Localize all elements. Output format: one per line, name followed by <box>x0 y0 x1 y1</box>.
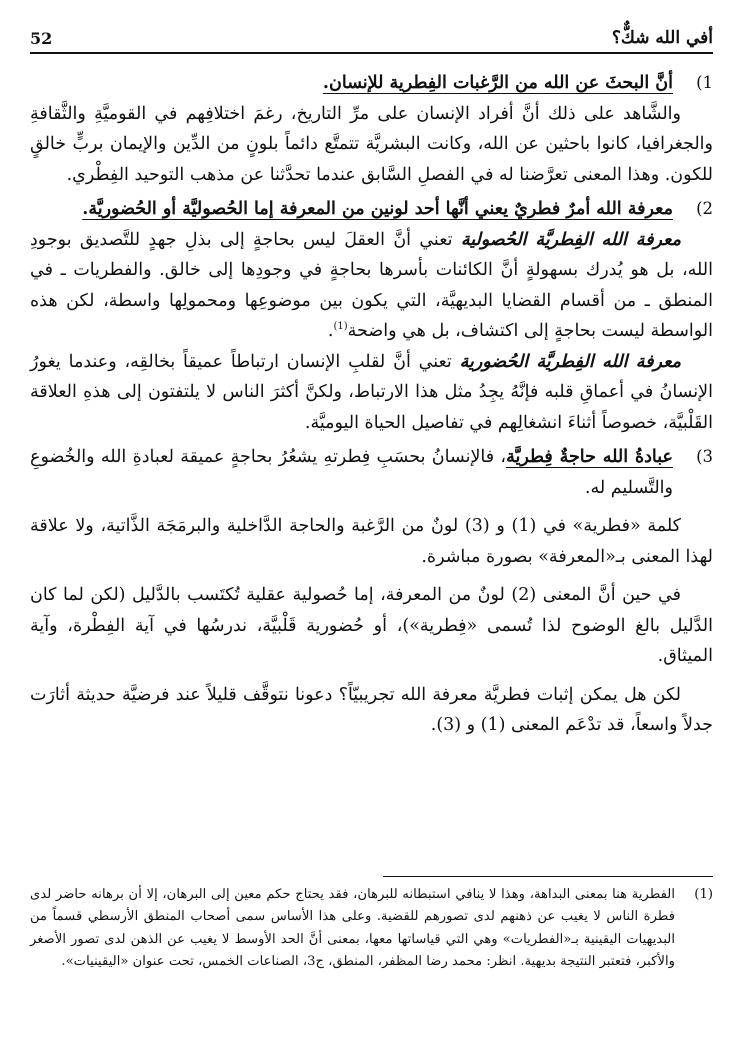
emphasis-term: معرفة الله الفِطريَّة الحُضورية <box>459 351 682 372</box>
emphasis-term: معرفة الله الفِطريَّة الحُصولية <box>460 229 681 250</box>
paragraph: لكن هل يمكن إثبات فطريَّة معرفة الله تجريبيّاً؟ دعونا نتوقَّف قليلاً عند فرضيَّة حديثة أثارَت جدلاً واسعاً، قد تدْعَم المعنى (1) و (3). <box>30 684 713 735</box>
point-number: 2) <box>696 199 713 218</box>
point-2 <box>30 194 713 225</box>
point-text: ، فالإنسانُ بحسَبِ فِطرتهِ يشعُرُ بحاجةٍ عميقة لعبادةِ الله والخُضوعِ والتَّسليم له. <box>30 447 673 498</box>
footnote-ref[interactable]: (1) <box>333 321 348 333</box>
point-1 <box>30 68 713 99</box>
paragraph: في حين أنَّ المعنى (2) لونٌ من المعرفة، إما حُصولية عقلية تُكتَسب بالدَّليل (لكن لما كان الدَّليل بالغ الوضوح لذا تُسمى «فِطرية»)، أو حُضورية قَلْبيَّة، ندرسُها في آية الفِطْرة، وآية الميثاق. <box>30 585 713 666</box>
paragraph: والشَّاهد على ذلك أنَّ أفراد الإنسان على مرِّ التاريخ، رغمَ اختلافِهم في القوميَّةِ والثَّقافةِ والجغرافيا، كانوا باحثين عن الله، وكانت البشريَّة تتمتَّع دائماً بلونٍ من الدِّين والإيمان بربٍّ خالقٍ للكون. وهذا المعنى تعرَّضنا له في الفصلِ السَّابق عندما تحدَّثنا عن مذهب التوحيد الفِطْري. <box>30 103 713 185</box>
paragraph-text: تعني أنَّ لقلبِ الإنسان ارتباطاً عميقاً بخالقِه، وعندما يغورُ الإنسانُ في أعماقِ قلبه فإنَّهُ يجِدُ مثل هذا الارتباط، ولكنَّ أكثرَ الناس لا يلتفتون إلى هذهِ العلاقة القَلْبيَّة، خصوصاً أثناءَ انشغالِهم في تفاصيل الحياة اليوميَّة. <box>30 351 713 433</box>
page-header <box>30 24 713 54</box>
point-heading: معرفة الله أمرٌ فطريٌ يعني أنَّها أحد لونين من المعرفة إما الحُصوليَّة أو الحُضوريَّة. <box>82 199 673 219</box>
paragraph-end: . <box>327 321 334 341</box>
paragraph-text: تعني أنَّ العقلَ ليس بحاجةٍ إلى بذلِ جهدٍ للتَّصديق بوجودِ الله، بل هو يُدرك بسهولةٍ أنَّ الكائنات بأسرها بحاجةٍ في وجودِها إلى خالق. والفطريات ـ في المنطق ـ من أقسام القضايا البديهيَّة، التي يكون بين موضوعِها ومحمولِها واسطة، لكن هذه الواسطة ليست بحاجةٍ إلى اكتشاف، بل هي واضحة <box>30 229 713 341</box>
point-number: 1) <box>696 73 713 92</box>
point-number: 3) <box>696 447 713 466</box>
footnote-text: الفطرية هنا بمعنى البداهة، وهذا لا ينافي استبطانه للبرهان، فقد يحتاج حكم معين إلى البرهان، إلا أن برهانه حاضر لدى فطرة الناس لا يغيب عن ذهنهم لدى تصورهم للقضية. وعلى هذا الأساس سمى أصحاب المنطق الأرسطي قسماً من البديهيات اليقينية بـ«الفطريات» وهي التي قياساتها معها، بمعنى أنَّ الحد الأوسط لا يغيب عن الذهن لدى تصور الأصغر والأكبر، فتعتبر النتيجة بديهية. انظر: محمد رضا المظفر، المنطق، ج3، الصناعات الخمس، تحت عنوان «اليقينيات». <box>30 887 675 969</box>
footnote-separator <box>383 876 713 877</box>
point-heading: أنَّ البحثَ عن الله من الرَّغبات الفِطرية للإنسان. <box>322 73 673 93</box>
footnote-number: (1) <box>694 887 713 902</box>
footnote <box>30 884 713 973</box>
point-3 <box>30 442 713 503</box>
paragraph <box>30 347 713 439</box>
page-body <box>30 64 713 741</box>
paragraph <box>30 225 713 347</box>
page-number: 52 <box>30 29 53 48</box>
running-title: أفي الله شكٌّ؟ <box>611 28 713 48</box>
paragraph: كلمة «فطرية» في (1) و (3) لونٌ من الرَّغبة والحاجة الدَّاخلية والبرمَجَة الذَّاتية، ولا علاقة لهذا المعنى بـ«المعرفة» بصورة مباشرة. <box>30 516 713 567</box>
point-heading: عبادةُ الله حاجةٌ فِطريَّة <box>506 447 673 467</box>
